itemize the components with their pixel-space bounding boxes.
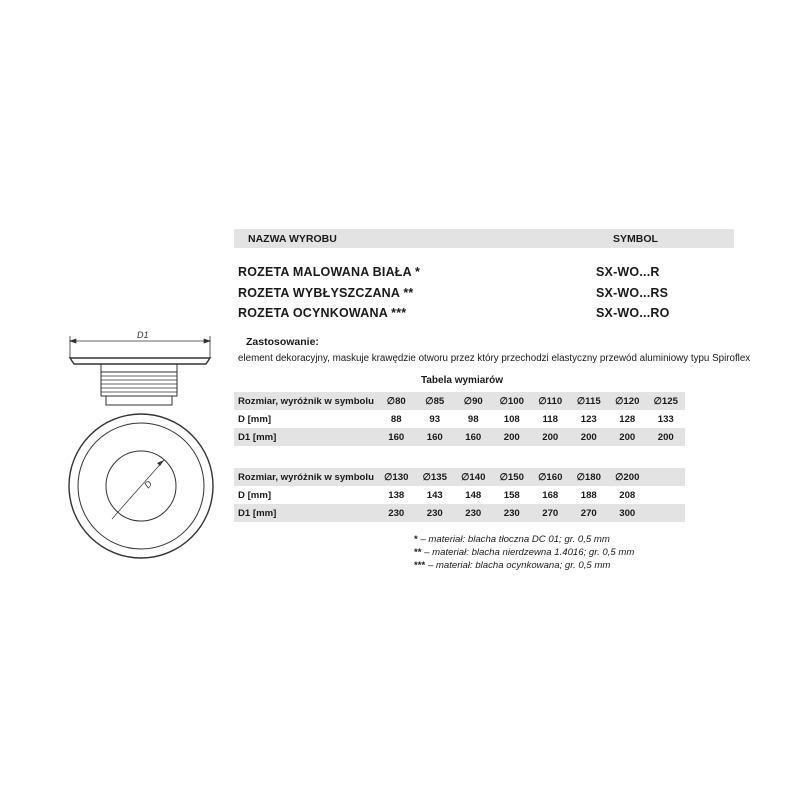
footnote-text: – materiał: blacha nierdzewna 1.4016; gr. 0,5 mm [421, 547, 635, 558]
table-title: Tabela wymiarów [421, 375, 504, 386]
cell: ∅130 [377, 468, 416, 486]
cell: ∅180 [570, 468, 609, 486]
cell: 168 [542, 489, 559, 501]
product-row [238, 306, 670, 320]
cell: 270 [570, 504, 609, 522]
d1-label: D1 [137, 330, 149, 340]
cell: 148 [465, 489, 482, 501]
cell: 158 [503, 489, 520, 501]
plan-view [69, 414, 213, 558]
cell: 300 [608, 504, 647, 522]
cell: 160 [377, 428, 416, 446]
cell: ∅85 [416, 392, 455, 410]
table-row [234, 504, 685, 522]
cell: ∅140 [454, 468, 493, 486]
header-bar [234, 229, 734, 248]
cell [647, 468, 686, 486]
dimension-table-1 [234, 392, 685, 446]
row-label: D1 [mm] [234, 428, 377, 446]
application-title: Zastosowanie: [246, 336, 319, 348]
cell [647, 504, 686, 522]
side-view [70, 358, 210, 405]
cell: ∅160 [531, 468, 570, 486]
cell: 108 [503, 413, 520, 425]
table-row [234, 468, 685, 486]
cell: 98 [467, 413, 479, 425]
d-label: D [142, 478, 154, 491]
cell: ∅150 [493, 468, 532, 486]
dimension-table-2 [234, 468, 685, 522]
cell: 230 [454, 504, 493, 522]
row-label: D [mm] [238, 489, 272, 501]
product-name: ROZETA MALOWANA BIAŁA * [238, 265, 421, 279]
cell: ∅80 [377, 392, 416, 410]
cell: 160 [454, 428, 493, 446]
cell: ∅100 [493, 392, 532, 410]
footnote [414, 547, 634, 558]
cell: 200 [570, 428, 609, 446]
cell: 188 [580, 489, 597, 501]
product-symbol: SX-WO...R [596, 265, 660, 279]
product-row [238, 265, 660, 279]
row-label: Rozmiar, wyróżnik w symbolu [234, 392, 377, 410]
cell: 88 [390, 413, 402, 425]
cell: 160 [416, 428, 455, 446]
row-label: D1 [mm] [234, 504, 377, 522]
symbol-column-header: SYMBOL [613, 233, 658, 245]
row-label: D [mm] [238, 413, 272, 425]
cell: 143 [426, 489, 443, 501]
cell: 230 [493, 504, 532, 522]
cell: 133 [657, 413, 674, 425]
product-name: ROZETA OCYNKOWANA *** [238, 306, 407, 320]
cell: ∅90 [454, 392, 493, 410]
table-row [234, 410, 685, 428]
cell [647, 486, 686, 504]
cell: 123 [580, 413, 597, 425]
cell: 93 [429, 413, 441, 425]
row-label: Rozmiar, wyróżnik w symbolu [234, 468, 377, 486]
cell: ∅200 [608, 468, 647, 486]
cell: ∅115 [570, 392, 609, 410]
cell: 200 [608, 428, 647, 446]
cell: ∅120 [608, 392, 647, 410]
footnote-text: – materiał: blacha tłoczna DC 01; gr. 0,5 mm [417, 534, 610, 545]
product-row [238, 286, 669, 300]
product-symbol: SX-WO...RO [596, 306, 670, 320]
name-column-header: NAZWA WYROBU [248, 233, 337, 245]
footnote [414, 534, 610, 545]
cell: ∅125 [647, 392, 686, 410]
footnote-mark: ** [414, 547, 422, 558]
cell: 118 [542, 413, 558, 425]
application-text: element dekoracyjny, maskuje krawędzie otworu przez który przechodzi elastyczny przewód aluminiowy typu Spiroflex [238, 353, 751, 364]
cell: 200 [493, 428, 532, 446]
cell: 270 [531, 504, 570, 522]
table-row [234, 392, 685, 410]
product-name: ROZETA WYBŁYSZCZANA ** [238, 286, 414, 300]
cell: ∅135 [416, 468, 455, 486]
cell: 230 [416, 504, 455, 522]
cell: 128 [619, 413, 636, 425]
product-symbol: SX-WO...RS [596, 286, 669, 300]
footnote-mark: *** [414, 560, 426, 571]
table-row [234, 486, 685, 504]
cell: 230 [377, 504, 416, 522]
cell: 200 [647, 428, 686, 446]
cell: 208 [619, 489, 636, 501]
table-row [234, 428, 685, 446]
cell: 138 [388, 489, 405, 501]
footnote-mark: * [414, 534, 418, 545]
cell: 200 [531, 428, 570, 446]
footnote-text: – materiał: blacha ocynkowana; gr. 0,5 mm [425, 560, 611, 571]
cell: ∅110 [531, 392, 570, 410]
footnote [414, 560, 610, 571]
